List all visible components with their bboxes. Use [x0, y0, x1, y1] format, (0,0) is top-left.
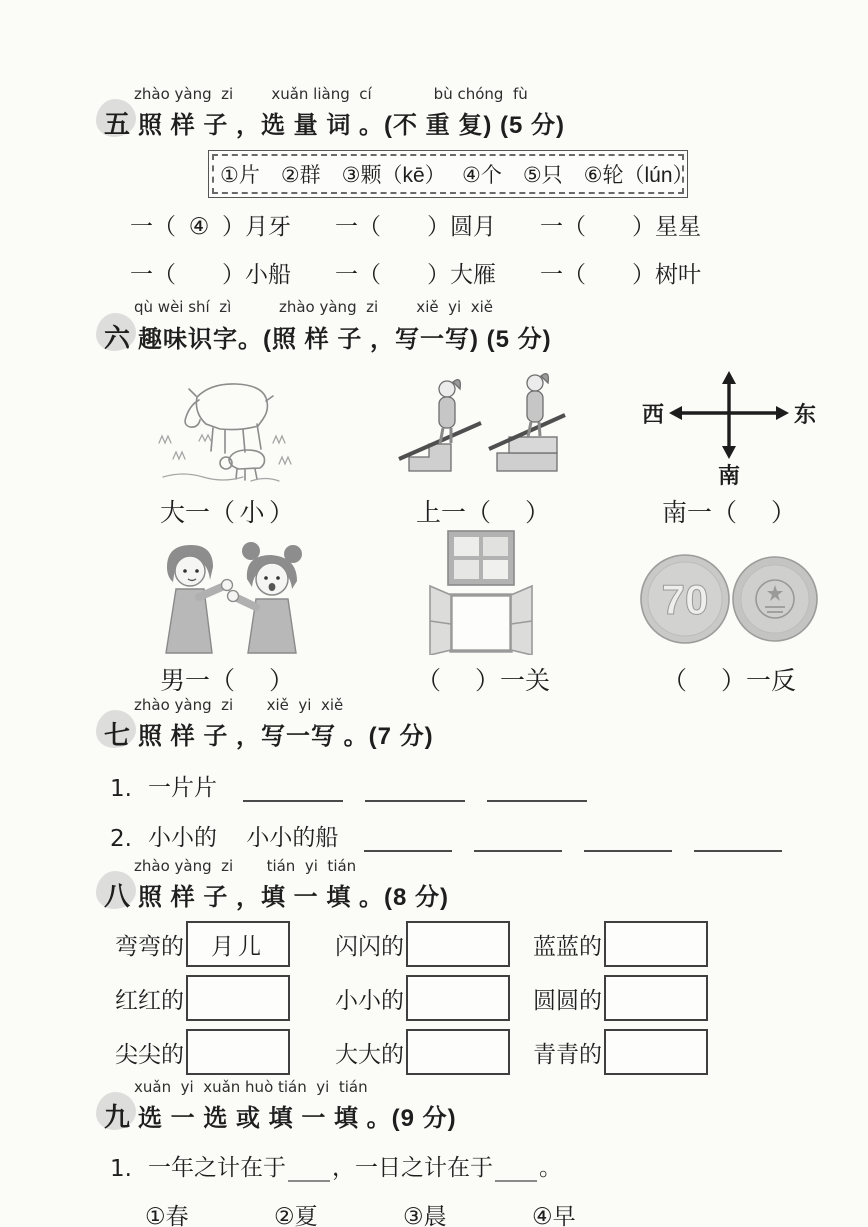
section-5	[96, 86, 850, 289]
section-7	[96, 697, 850, 852]
fill-item-jianjiande: 尖尖的	[115, 1029, 335, 1075]
fill-item-xiaoxiaode: 小小的	[335, 975, 533, 1021]
section-8	[96, 858, 850, 1075]
caption-male-female: 男一（ ）	[159, 666, 295, 695]
section-6-number: 六	[96, 318, 138, 355]
picture-word-grid	[96, 359, 850, 695]
caption-open-close: （ ）一关	[415, 666, 551, 695]
fill-item-shanshande: 闪闪的	[335, 921, 533, 967]
section-6-pinyin: qù wèi shí zì zhào yàng zi xiě yi xiě	[134, 298, 493, 317]
answer-blank[interactable]	[365, 778, 465, 802]
compass-south-label: 南	[718, 462, 741, 487]
measure-word-options-box	[208, 150, 694, 198]
write-item-2: 2. 小小的 小小的船	[110, 819, 850, 852]
section-8-pinyin: zhào yàng zi tián yi tián	[134, 856, 357, 875]
choose-question-1: 1. 一年之计在于 ，一日之计在于 。	[110, 1154, 562, 1183]
answer-box[interactable]	[604, 1029, 708, 1075]
section-7-title: 照 样 子 ，写一写 。(7 分)	[138, 722, 434, 750]
answer-blank[interactable]	[288, 1160, 330, 1182]
measure-item-shuye: 一（ ）树叶	[540, 261, 701, 288]
sheep-illustration	[96, 359, 358, 487]
measure-item-dayan: 一（ ）大雁	[335, 261, 496, 288]
caption-south-north: 南一（ ）	[661, 498, 797, 527]
compass-west-label: 西	[642, 401, 665, 427]
compass-east-label: 东	[794, 401, 817, 427]
fill-item-lanlande: 蓝蓝的	[533, 921, 850, 967]
answer-blank[interactable]	[474, 828, 562, 852]
answer-blank[interactable]	[364, 828, 452, 852]
answer-box[interactable]	[406, 975, 510, 1021]
answer-blank[interactable]	[694, 828, 782, 852]
section-6-title: 趣味识字。(照 样 子 ，写一写) (5 分)	[138, 325, 552, 353]
measure-item-yuanyue: 一（ ）圆月	[335, 213, 496, 240]
caption-up-down: 上一（ ）	[415, 498, 551, 527]
caption-big-small: 大一（ 小 ）	[96, 487, 358, 527]
fill-item-yuanyuande: 圆圆的	[533, 975, 850, 1021]
coins-illustration	[608, 527, 850, 655]
section-9-number: 九	[96, 1097, 138, 1134]
answer-box[interactable]	[186, 1029, 290, 1075]
window-illustration	[358, 527, 608, 655]
section-7-pinyin: zhào yàng zi xiě yi xiě	[134, 695, 344, 714]
caption-front-back: （ ）一反	[661, 666, 797, 695]
section-5-title: 照 样 子 ，选 量 词 。(不 重 复) (5 分)	[138, 112, 565, 140]
stairs-illustration	[358, 359, 608, 487]
answer-box[interactable]	[186, 975, 290, 1021]
answer-blank[interactable]	[243, 778, 343, 802]
answer-blank[interactable]	[495, 1160, 537, 1182]
fill-item-qingqingde: 青青的	[533, 1029, 850, 1075]
option-4-zao[interactable]: ④早	[532, 1203, 576, 1227]
section-8-number: 八	[96, 876, 138, 913]
measure-word-items	[130, 208, 850, 289]
answer-slot[interactable]: ④	[188, 213, 210, 240]
section-9-pinyin: xuǎn yi xuǎn huò tián yi tián	[134, 1078, 368, 1096]
choice-options	[145, 1198, 850, 1227]
section-9	[96, 1079, 850, 1227]
write-item-1: 1. 一片片	[110, 769, 850, 802]
section-6	[96, 299, 850, 694]
section-5-pinyin: zhào yàng zi xuǎn liàng cí bù chóng fù	[134, 85, 528, 103]
option-2-xia[interactable]: ②夏	[274, 1203, 318, 1227]
fill-item-dadade: 大大的	[335, 1029, 533, 1075]
measure-item-xingxing: 一（ ）星星	[540, 213, 701, 240]
option-1-chun[interactable]: ①春	[145, 1203, 189, 1227]
answer-blank[interactable]	[584, 828, 672, 852]
answer-box[interactable]	[406, 921, 510, 967]
answer-blank[interactable]	[487, 778, 587, 802]
boy-girl-illustration	[96, 527, 358, 655]
measure-item-xiaochuan: 一（ ）小船	[130, 261, 291, 288]
section-8-title: 照 样 子 ，填 一 填 。(8 分)	[138, 884, 450, 911]
section-5-number: 五	[96, 104, 138, 141]
fill-item-wanwande: 弯弯的 月儿	[115, 921, 335, 967]
answer-box[interactable]	[604, 921, 708, 967]
answer-box[interactable]	[604, 975, 708, 1021]
measure-item-yueya: 一（ ④ ）月牙	[130, 213, 291, 240]
answer-slot[interactable]: 小	[239, 498, 265, 527]
option-3-chen[interactable]: ③晨	[403, 1203, 447, 1227]
answer-box[interactable]	[406, 1029, 510, 1075]
measure-word-options: ①片 ②群 ③颗（kē） ④个 ⑤只 ⑥轮（lún）	[212, 154, 684, 194]
fill-item-honghongde: 红红的	[115, 975, 335, 1021]
compass-illustration	[608, 359, 850, 487]
section-9-title: 选 一 选 或 填 一 填 。(9 分)	[138, 1105, 457, 1133]
answer-box[interactable]: 月儿	[186, 921, 290, 967]
coin-70-label: 70	[661, 575, 709, 623]
section-7-number: 七	[96, 715, 138, 752]
fill-in-grid	[115, 921, 850, 1075]
